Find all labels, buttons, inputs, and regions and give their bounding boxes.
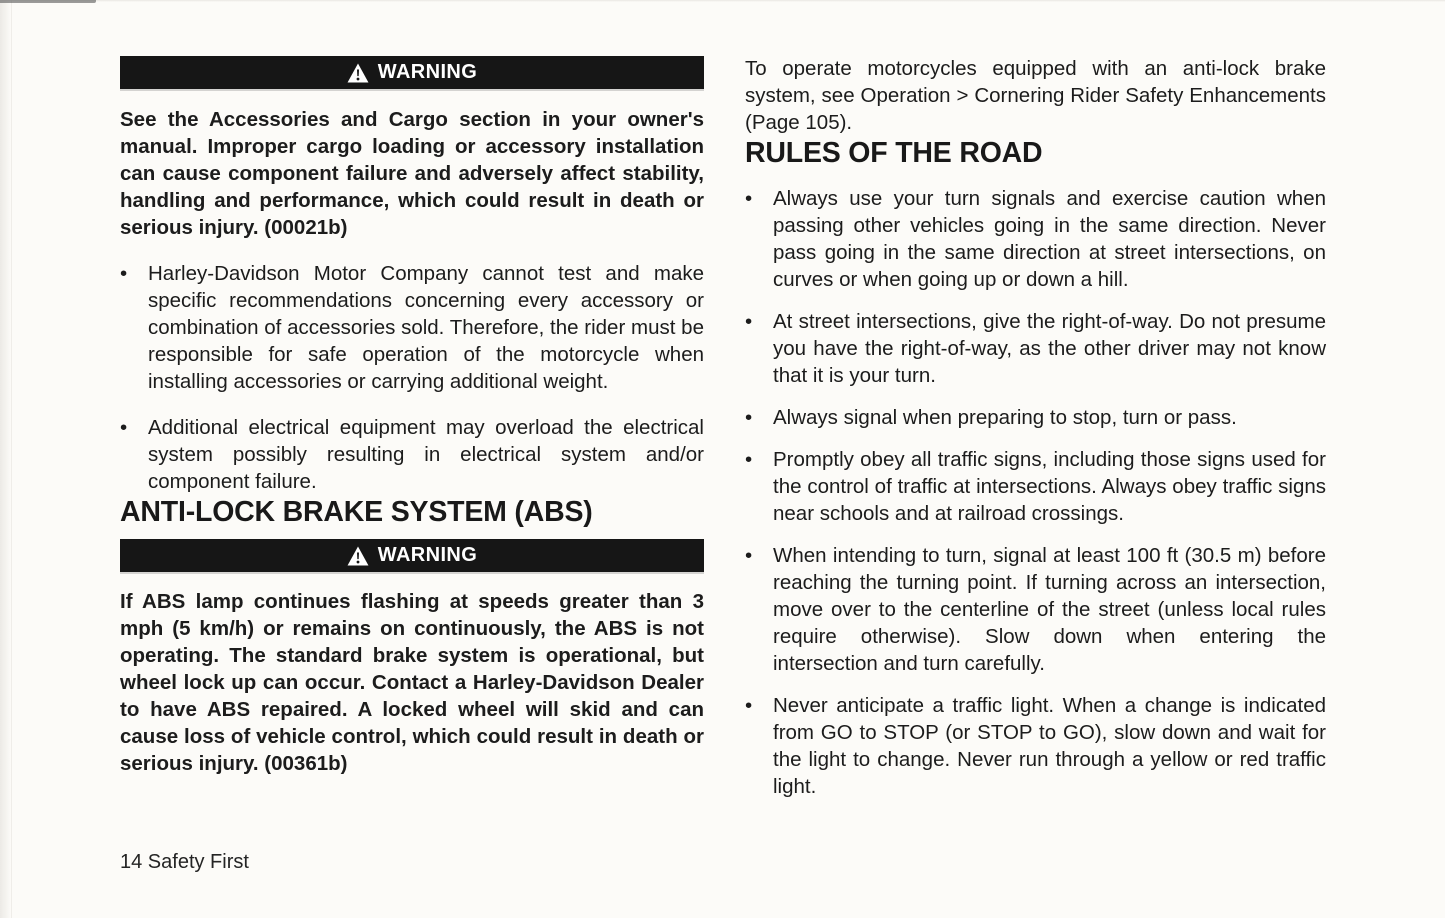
warning-triangle-icon xyxy=(347,63,369,83)
abs-warning-text: If ABS lamp continues flashing at speeds greater than 3 mph (5 km/h) or remains on continuously, the ABS is not operating. The standard brake system is operational, but wheel lock up can occur. Contact a Harley-Davidson Dealer to have ABS repaired. A locked wheel will skid and can cause loss of vehicle control, which could result in death or serious injury. (00361b) xyxy=(120,590,704,775)
list-item-text: When intending to turn, signal at least 100 ft (30.5 m) before reaching the turning point. If turning across an intersection, move over to the centerline of the street (unless local rules require otherwise). Slow down when entering the intersection and turn carefully. xyxy=(773,544,1326,675)
warning-banner-label: WARNING xyxy=(377,61,478,83)
list-item-text: At street intersections, give the right-of-way. Do not presume you have the right-of-way, as the other driver may not know that it is your turn. xyxy=(773,310,1326,387)
left-column xyxy=(120,56,704,777)
list-item xyxy=(745,446,1326,527)
bullet-marker: • xyxy=(745,448,753,471)
list-item xyxy=(120,260,704,395)
scan-left-edge xyxy=(0,0,12,918)
list-item-text: Always use your turn signals and exercise caution when passing other vehicles going in the same direction. Never pass going in the same direction at street intersections, on curves or when going up or down a hill. xyxy=(773,187,1326,291)
accessories-bullet-list xyxy=(120,260,704,495)
bullet-marker: • xyxy=(745,406,753,429)
list-item xyxy=(745,185,1326,293)
bullet-marker: • xyxy=(745,310,753,333)
list-item xyxy=(745,692,1326,800)
page-footer: 14 Safety First xyxy=(120,851,249,873)
list-item-text: Never anticipate a traffic light. When a change is indicated from GO to STOP (or STOP to GO), slow down and wait for the light to change. Never run through a yellow or red traffic light. xyxy=(773,694,1326,798)
bullet-marker: • xyxy=(120,416,128,439)
list-item-text: Promptly obey all traffic signs, including those signs used for the control of traffic at intersections. Always obey traffic signs near schools and at railroad crossings. xyxy=(773,448,1326,525)
list-item xyxy=(745,542,1326,677)
scan-top-edge xyxy=(0,0,1445,2)
bullet-marker: • xyxy=(120,262,128,285)
section-heading-abs: ANTI-LOCK BRAKE SYSTEM (ABS) xyxy=(120,496,593,528)
warning-banner-1 xyxy=(120,56,704,89)
list-item xyxy=(120,414,704,495)
list-item xyxy=(745,404,1326,431)
bullet-marker: • xyxy=(745,187,753,210)
accessories-warning-text: See the Accessories and Cargo section in your owner's manual. Improper cargo loading or accessory installation can cause component failure and adversely affect stability, handling and performance, which could result in death or serious injury. (00021b) xyxy=(120,108,704,239)
list-item xyxy=(745,308,1326,389)
scan-corner-mark xyxy=(0,0,96,3)
warning-triangle-icon xyxy=(347,546,369,566)
list-item-text: Always signal when preparing to stop, turn or pass. xyxy=(773,406,1237,429)
bullet-marker: • xyxy=(745,544,753,567)
section-heading-rules-of-the-road: RULES OF THE ROAD xyxy=(745,137,1043,169)
list-item-text: Harley-Davidson Motor Company cannot test and make specific recommendations concerning every accessory or combination of accessories sold. Therefore, the rider must be responsible for safe operation of the motorcycle when installing accessories or carrying additional weight. xyxy=(148,262,704,393)
bullet-marker: • xyxy=(745,694,753,717)
right-column xyxy=(745,55,1326,800)
list-item-text: Additional electrical equipment may overload the electrical system possibly resulting in electrical system and/or component failure. xyxy=(148,416,704,493)
rules-bullet-list xyxy=(745,185,1326,800)
warning-banner-label: WARNING xyxy=(377,544,478,566)
abs-operation-intro-text: To operate motorcycles equipped with an anti-lock brake system, see Operation > Cornering Rider Safety Enhancements (Page 105). xyxy=(745,57,1326,134)
warning-banner-2 xyxy=(120,539,704,572)
